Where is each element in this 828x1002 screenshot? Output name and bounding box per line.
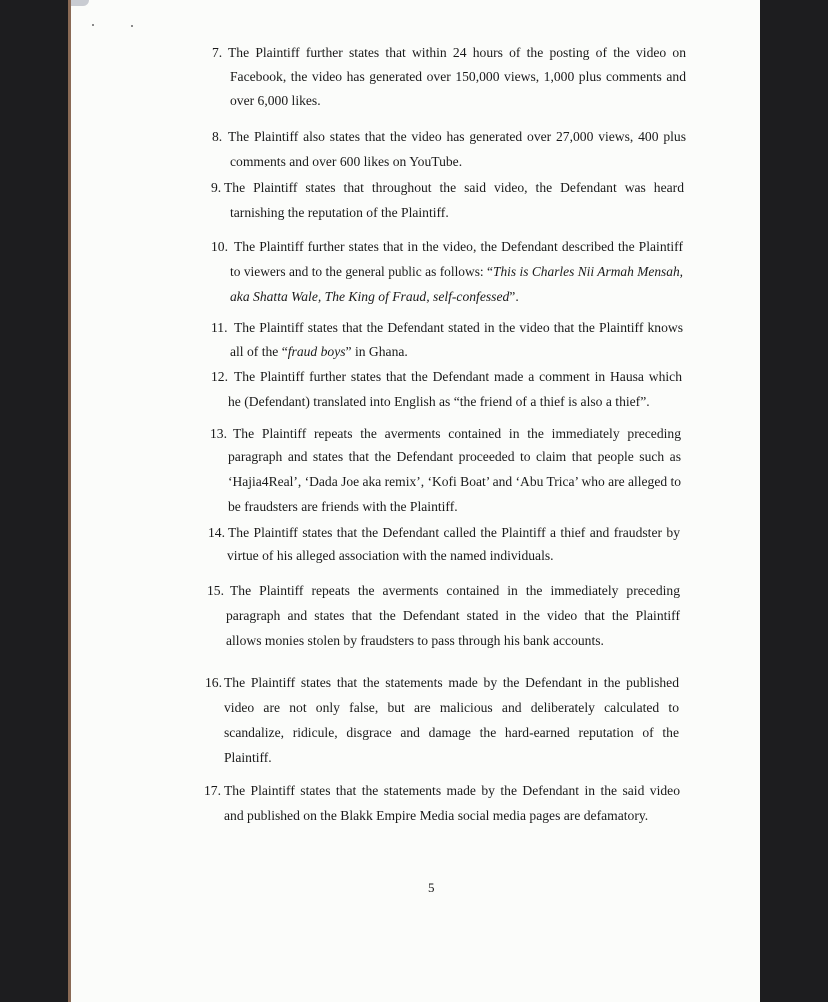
- paragraph-line: [230, 284, 683, 309]
- paragraph-15: [207, 578, 680, 654]
- page-number: 5: [428, 880, 435, 895]
- line-text: ”.: [509, 289, 519, 304]
- paragraph-number: 8.: [212, 129, 223, 144]
- paragraph-number: 9.: [211, 180, 222, 195]
- paragraph-number: 7.: [212, 45, 223, 60]
- paragraph-number: 14.: [208, 525, 225, 540]
- quoted-text: This is Charles Nii Armah Mensah,: [493, 264, 683, 279]
- paragraph-line: The Plaintiff states that the Defendant called the Plaintiff a thief and fraudster by: [228, 525, 680, 540]
- paragraph-line: allows monies stolen by fraudsters to pass through his bank accounts.: [226, 633, 604, 648]
- line-text: to viewers and to the general public as follows: “: [230, 264, 493, 279]
- paragraph-line: The Plaintiff further states that the Defendant made a comment in Hausa which: [234, 369, 682, 384]
- paragraph-13: [210, 421, 681, 521]
- paragraph-line: paragraph and states that the Defendant proceeded to claim that people such as: [228, 449, 681, 464]
- paragraph-line: The Plaintiff repeats the averments contained in the immediately preceding: [230, 583, 680, 598]
- paragraph-number: 12.: [211, 369, 228, 384]
- paragraph-line: The Plaintiff states that the Defendant stated in the video that the Plaintiff knows: [234, 320, 683, 335]
- paragraph-line: Plaintiff.: [224, 750, 272, 765]
- paragraph-16: [205, 670, 679, 770]
- paragraph-line: Facebook, the video has generated over 150,000 views, 1,000 plus comments and: [230, 69, 686, 84]
- line-text: all of the “: [230, 344, 288, 359]
- paragraph-line: over 6,000 likes.: [230, 93, 321, 108]
- paragraph-line: The Plaintiff states that throughout the said video, the Defendant was heard: [224, 180, 684, 195]
- quoted-text: aka Shatta Wale, The King of Fraud, self-confessed: [230, 289, 510, 304]
- paragraph-line: be fraudsters are friends with the Plaintiff.: [228, 499, 458, 514]
- paragraph-7: [212, 40, 686, 120]
- paragraph-line: [230, 339, 683, 364]
- paragraph-number: 11.: [211, 320, 228, 335]
- paragraph-number: 10.: [211, 239, 228, 254]
- paragraph-9: [211, 175, 684, 231]
- paragraph-12: [211, 364, 682, 414]
- scan-speck: [92, 24, 94, 26]
- paragraph-line: comments and over 600 likes on YouTube.: [230, 154, 463, 169]
- paragraph-line: The Plaintiff repeats the averments contained in the immediately preceding: [233, 426, 681, 441]
- line-text: ” in Ghana.: [345, 344, 408, 359]
- paragraph-17: [204, 778, 680, 828]
- paragraph-line: virtue of his alleged association with the named individuals.: [227, 548, 554, 563]
- paragraph-line: and published on the Blakk Empire Media social media pages are defamatory.: [224, 808, 649, 823]
- paragraph-line: tarnishing the reputation of the Plaintiff.: [230, 205, 449, 220]
- paragraph-line: ‘Hajia4Real’, ‘Dada Joe aka remix’, ‘Kofi Boat’ and ‘Abu Trica’ who are alleged to: [228, 474, 682, 489]
- paragraph-14: [208, 520, 680, 570]
- paragraph-line: video are not only false, but are malicious and deliberately calculated to: [224, 700, 679, 715]
- paragraph-number: 17.: [204, 783, 221, 798]
- paragraph-number: 13.: [210, 426, 227, 441]
- paragraph-line: The Plaintiff further states that within 24 hours of the posting of the video on: [228, 45, 686, 60]
- paragraph-number: 15.: [207, 583, 224, 598]
- paragraph-line: paragraph and states that the Defendant stated in the video that the Plaintiff: [226, 608, 680, 623]
- scan-speck: [131, 25, 133, 27]
- paragraph-10: [211, 234, 683, 310]
- paragraph-number: 16.: [205, 675, 222, 690]
- quoted-text: fraud boys: [287, 344, 346, 359]
- paragraph-line: he (Defendant) translated into English as “the friend of a thief is also a thief”.: [228, 394, 650, 409]
- paragraph-8: [212, 124, 686, 180]
- paragraph-line: The Plaintiff also states that the video has generated over 27,000 views, 400 plus: [228, 129, 686, 144]
- paragraph-line: scandalize, ridicule, disgrace and damage the hard-earned reputation of the: [224, 725, 679, 740]
- paragraph-line: The Plaintiff further states that in the video, the Defendant described the Plaintiff: [234, 239, 683, 254]
- paragraph-line: The Plaintiff states that the statements made by the Defendant in the said video: [224, 783, 680, 798]
- paragraph-line: [230, 259, 683, 284]
- paragraph-line: The Plaintiff states that the statements made by the Defendant in the published: [224, 675, 679, 690]
- paragraph-11: [211, 315, 683, 365]
